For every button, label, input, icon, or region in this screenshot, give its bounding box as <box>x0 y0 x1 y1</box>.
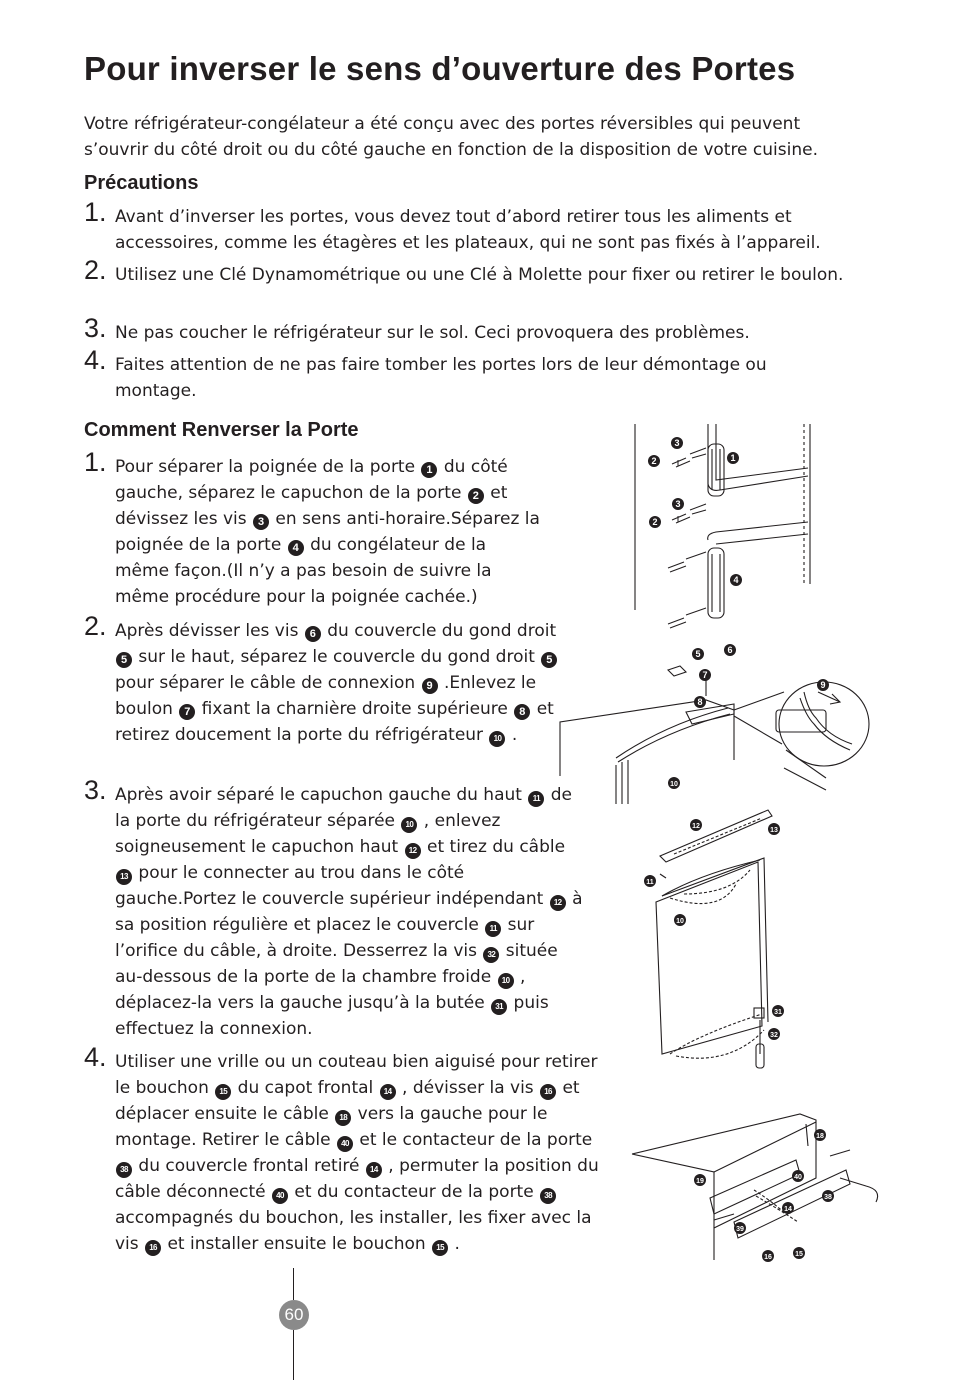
callout-number: 16 <box>145 1240 161 1256</box>
callout-number: 4 <box>288 540 304 556</box>
callout-number: 15 <box>215 1084 231 1100</box>
step-text: Utiliser une vrille ou un couteau bien aiguisé pour retirer le bouchon 15 du capot frontal 14 , dévisser la vis 16 et déplacer ensuite le câble 18 vers la gauche pour le montage. Retirer le câble 40 et le contacteur de la porte 38 du couvercle frontal retiré 14 , permuter la position du câble déconnecté 40 et du contacteur de la porte 38 accompagnés du bouchon, les installer, les fixer avec la vis 16 et installer ensuite le bouchon 15 . <box>115 1052 599 1254</box>
page-number: 60 <box>279 1300 309 1330</box>
intro-paragraph: Votre réfrigérateur-congélateur a été conçu avec des portes réversibles qui peuvent s’ouvrir du côté droit ou du côté gauche en fonction de la disposition de votre cuisine. <box>84 114 818 160</box>
step-number: 4. <box>84 1042 107 1072</box>
callout-number: 11 <box>485 921 501 937</box>
callout-number: 7 <box>179 704 195 720</box>
callout-label: 10 <box>676 918 684 925</box>
callout-number: 38 <box>116 1162 132 1178</box>
callout-number: 12 <box>550 895 566 911</box>
item-text: Faites attention de ne pas faire tomber les portes lors de leur démontage ou montage. <box>115 355 767 401</box>
step-text: Après avoir séparé le capuchon gauche du haut 11 de la porte du réfrigérateur séparée 10 , enlevez soigneusement le capuchon haut 12 et tirez du câble 13 pour le connecter au trou dans le côté gauche.Portez le couvercle supérieur indépendant 12 à sa position régulière et placez le couvercle 11 sur l’orifice du câble, à droite. Desserrez la vis 32 située au-dessous de la porte de la chambre froide 10 , déplacez-la vers la gauche jusqu’à la butée 31 puis effectuez la connexion. <box>115 785 583 1039</box>
callout-label: 3 <box>675 499 681 509</box>
step-text: Après dévisser les vis 6 du couvercle du gond droit 5 sur le haut, séparez le couvercle du gond droit 5 pour séparer le câble de connexion 9 .Enlevez le boulon 7 fixant la charnière droite supérieure 8 et retirez doucement la porte du réfrigérateur 10 . <box>115 621 557 745</box>
callout-number: 18 <box>335 1110 351 1126</box>
item-number: 3. <box>84 313 107 343</box>
page-title: Pour inverser le sens d’ouverture des Portes <box>84 50 796 87</box>
callout-number: 5 <box>116 652 132 668</box>
item-number: 2. <box>84 255 107 285</box>
callout-label: 3 <box>674 438 680 448</box>
callout-label: 19 <box>696 1178 704 1185</box>
callout-number: 10 <box>498 973 514 989</box>
step-number: 1. <box>84 447 107 477</box>
step-number: 3. <box>84 775 107 805</box>
callout-number: 10 <box>401 817 417 833</box>
callout-number: 14 <box>380 1084 396 1100</box>
figure-handles <box>628 424 818 634</box>
callout-label: 5 <box>695 649 701 659</box>
callout-label: 16 <box>764 1254 772 1261</box>
step-number: 2. <box>84 611 107 641</box>
callout-number: 5 <box>541 652 557 668</box>
callout-label: 12 <box>692 823 700 830</box>
step-text: Pour séparer la poignée de la porte 1 du côté gauche, séparez le capuchon de la porte 2 et dévissez les vis 3 en sens anti-horaire.Séparez la poignée de la porte 4 du congélateur de la même façon.(Il n’y a pas besoin de suivre la même procédure pour la poignée cachée.) <box>115 457 540 607</box>
figure-door-caps <box>640 804 800 1084</box>
figure-top-hinge <box>556 640 876 808</box>
callout-label: 8 <box>697 697 703 707</box>
callout-label: 40 <box>794 1174 802 1181</box>
callout-number: 14 <box>366 1162 382 1178</box>
callout-number: 2 <box>468 488 484 504</box>
callout-label: 7 <box>702 670 708 680</box>
callout-label: 39 <box>736 1226 744 1233</box>
callout-label: 14 <box>784 1206 792 1213</box>
page-rule-top <box>293 1268 294 1300</box>
callout-number: 3 <box>253 514 269 530</box>
precaution-item <box>84 255 844 288</box>
callout-number: 31 <box>491 999 507 1015</box>
precaution-item <box>84 345 844 404</box>
callout-number: 12 <box>405 843 421 859</box>
callout-number: 10 <box>489 731 505 747</box>
callout-label: 11 <box>646 879 654 886</box>
item-text: Avant d’inverser les portes, vous devez tout d’abord retirer tous les aliments et accessoires, comme les étagères et les plateaux, qui ne sont pas fixés à l’appareil. <box>115 207 821 253</box>
callout-number: 38 <box>540 1188 556 1204</box>
page-rule-bottom <box>293 1330 294 1380</box>
callout-number: 40 <box>272 1188 288 1204</box>
callout-label: 13 <box>770 827 778 834</box>
callout-label: 32 <box>770 1032 778 1039</box>
callout-label: 4 <box>733 575 739 585</box>
callout-label: 2 <box>651 456 657 466</box>
figure-front-cover <box>630 1110 890 1270</box>
callout-label: 31 <box>774 1009 782 1016</box>
callout-label: 10 <box>670 781 678 788</box>
callout-number: 13 <box>116 869 132 885</box>
step-item <box>84 447 544 610</box>
callout-number: 6 <box>305 626 321 642</box>
callout-label: 1 <box>730 453 736 463</box>
step-item <box>84 775 584 1042</box>
callout-number: 15 <box>432 1240 448 1256</box>
item-number: 1. <box>84 197 107 227</box>
callout-label: 18 <box>816 1133 824 1140</box>
callout-number: 16 <box>540 1084 556 1100</box>
callout-label: 6 <box>727 645 733 655</box>
howto-heading: Comment Renverser la Porte <box>84 419 359 441</box>
item-text: Ne pas coucher le réfrigérateur sur le sol. Ceci provoquera des problèmes. <box>115 323 750 343</box>
callout-label: 9 <box>820 680 826 690</box>
item-number: 4. <box>84 345 107 375</box>
step-item <box>84 1042 614 1257</box>
callout-label: 38 <box>824 1194 832 1201</box>
callout-number: 32 <box>483 947 499 963</box>
precaution-item <box>84 197 874 256</box>
precaution-item <box>84 313 874 346</box>
precautions-heading: Précautions <box>84 172 199 194</box>
callout-number: 40 <box>337 1136 353 1152</box>
callout-number: 11 <box>528 791 544 807</box>
callout-label: 2 <box>652 517 658 527</box>
step-item <box>84 611 564 748</box>
item-text: Utilisez une Clé Dynamométrique ou une Clé à Molette pour fixer ou retirer le boulon. <box>115 265 844 285</box>
callout-label: 15 <box>795 1251 803 1258</box>
callout-number: 8 <box>514 704 530 720</box>
callout-number: 9 <box>422 678 438 694</box>
callout-number: 1 <box>421 462 437 478</box>
